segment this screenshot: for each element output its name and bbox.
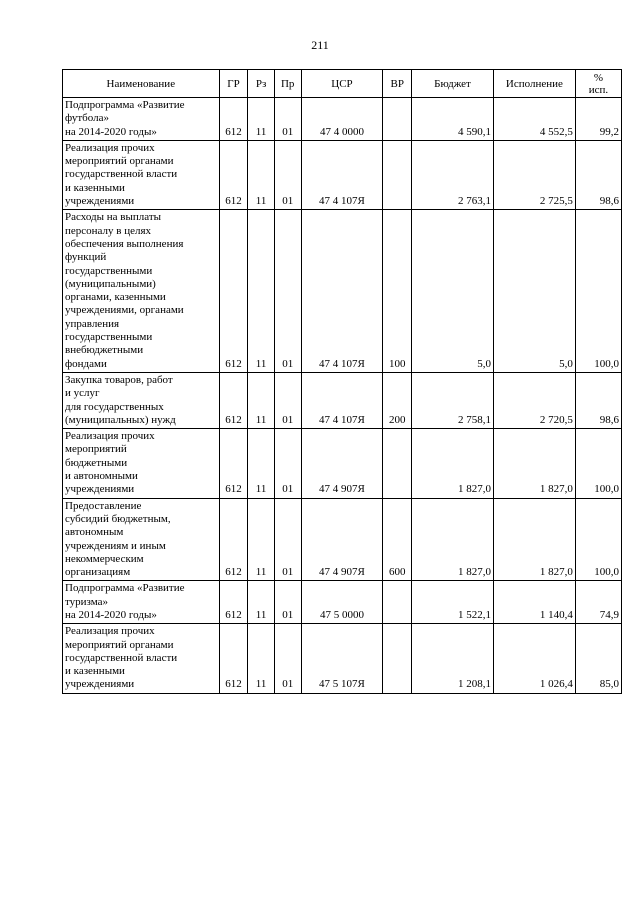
cell-rz: 11	[248, 498, 275, 581]
cell-budget: 2 758,1	[412, 372, 494, 428]
cell-csr: 47 4 907Я	[301, 498, 383, 581]
table-row	[63, 98, 622, 141]
cell-pr: 01	[274, 98, 301, 141]
cell-csr: 47 4 907Я	[301, 429, 383, 498]
cell-execution: 2 725,5	[493, 140, 575, 209]
cell-vr	[383, 581, 412, 624]
cell-vr: 100	[383, 210, 412, 373]
cell-percent: 98,6	[575, 140, 621, 209]
cell-budget: 4 590,1	[412, 98, 494, 141]
cell-gr: 612	[219, 498, 248, 581]
table-row	[63, 581, 622, 624]
cell-percent: 100,0	[575, 429, 621, 498]
cell-csr: 47 4 107Я	[301, 210, 383, 373]
table-row	[63, 140, 622, 209]
page-number: 211	[311, 38, 329, 52]
header-execution: Исполнение	[493, 70, 575, 98]
cell-pr: 01	[274, 429, 301, 498]
cell-gr: 612	[219, 98, 248, 141]
table-header-row	[63, 70, 622, 98]
table-row	[63, 624, 622, 693]
cell-percent: 100,0	[575, 498, 621, 581]
cell-name: Расходы на выплаты персоналу в целях обеспечения выполнения функций государственными (муниципальными) органами, казенными учреждениями, органами управления государственными внебюджетными фондами	[63, 210, 220, 373]
cell-rz: 11	[248, 140, 275, 209]
cell-percent: 98,6	[575, 372, 621, 428]
table-body	[63, 98, 622, 694]
cell-pr: 01	[274, 210, 301, 373]
header-percent	[575, 70, 621, 98]
cell-name: Реализация прочих мероприятий органами государственной власти и казенными учреждениями	[63, 140, 220, 209]
cell-execution: 1 827,0	[493, 429, 575, 498]
cell-vr	[383, 140, 412, 209]
header-pr: Пр	[274, 70, 301, 98]
header-rz: Рз	[248, 70, 275, 98]
cell-pr: 01	[274, 498, 301, 581]
cell-gr: 612	[219, 581, 248, 624]
cell-csr: 47 4 107Я	[301, 372, 383, 428]
table-row	[63, 372, 622, 428]
cell-budget: 5,0	[412, 210, 494, 373]
cell-rz: 11	[248, 210, 275, 373]
table-row	[63, 429, 622, 498]
cell-name: Реализация прочих мероприятий органами государственной власти и казенными учреждениями	[63, 624, 220, 693]
cell-rz: 11	[248, 372, 275, 428]
cell-vr	[383, 429, 412, 498]
cell-execution: 1 026,4	[493, 624, 575, 693]
cell-vr	[383, 98, 412, 141]
cell-csr: 47 5 107Я	[301, 624, 383, 693]
cell-name: Закупка товаров, работ и услуг для государственных (муниципальных) нужд	[63, 372, 220, 428]
cell-execution: 1 827,0	[493, 498, 575, 581]
cell-csr: 47 5 0000	[301, 581, 383, 624]
cell-percent: 85,0	[575, 624, 621, 693]
cell-budget: 1 827,0	[412, 429, 494, 498]
cell-percent: 74,9	[575, 581, 621, 624]
cell-gr: 612	[219, 372, 248, 428]
cell-gr: 612	[219, 624, 248, 693]
cell-rz: 11	[248, 98, 275, 141]
cell-percent: 99,2	[575, 98, 621, 141]
cell-gr: 612	[219, 140, 248, 209]
cell-execution: 4 552,5	[493, 98, 575, 141]
cell-vr: 200	[383, 372, 412, 428]
header-percent-label: исп.	[588, 83, 609, 96]
cell-name: Подпрограмма «Развитие туризма» на 2014-2020 годы»	[63, 581, 220, 624]
cell-rz: 11	[248, 624, 275, 693]
cell-csr: 47 4 107Я	[301, 140, 383, 209]
cell-pr: 01	[274, 372, 301, 428]
cell-execution: 2 720,5	[493, 372, 575, 428]
header-name: Наименование	[63, 70, 220, 98]
header-vr: ВР	[383, 70, 412, 98]
cell-vr	[383, 624, 412, 693]
cell-percent: 100,0	[575, 210, 621, 373]
table-row	[63, 498, 622, 581]
header-percent-symbol: %	[593, 71, 603, 84]
cell-name: Реализация прочих мероприятий бюджетными и автономными учреждениями	[63, 429, 220, 498]
cell-budget: 1 827,0	[412, 498, 494, 581]
header-budget: Бюджет	[412, 70, 494, 98]
cell-execution: 5,0	[493, 210, 575, 373]
cell-csr: 47 4 0000	[301, 98, 383, 141]
cell-vr: 600	[383, 498, 412, 581]
cell-rz: 11	[248, 429, 275, 498]
cell-gr: 612	[219, 429, 248, 498]
header-gr: ГР	[219, 70, 248, 98]
cell-pr: 01	[274, 140, 301, 209]
header-csr: ЦСР	[301, 70, 383, 98]
table-row	[63, 210, 622, 373]
cell-pr: 01	[274, 624, 301, 693]
cell-name: Подпрограмма «Развитие футбола» на 2014-2020 годы»	[63, 98, 220, 141]
cell-gr: 612	[219, 210, 248, 373]
cell-budget: 2 763,1	[412, 140, 494, 209]
cell-name: Предоставление субсидий бюджетным, автономным учреждениям и иным некоммерческим организациям	[63, 498, 220, 581]
cell-execution: 1 140,4	[493, 581, 575, 624]
budget-table	[62, 69, 622, 694]
cell-budget: 1 522,1	[412, 581, 494, 624]
cell-rz: 11	[248, 581, 275, 624]
cell-budget: 1 208,1	[412, 624, 494, 693]
cell-pr: 01	[274, 581, 301, 624]
